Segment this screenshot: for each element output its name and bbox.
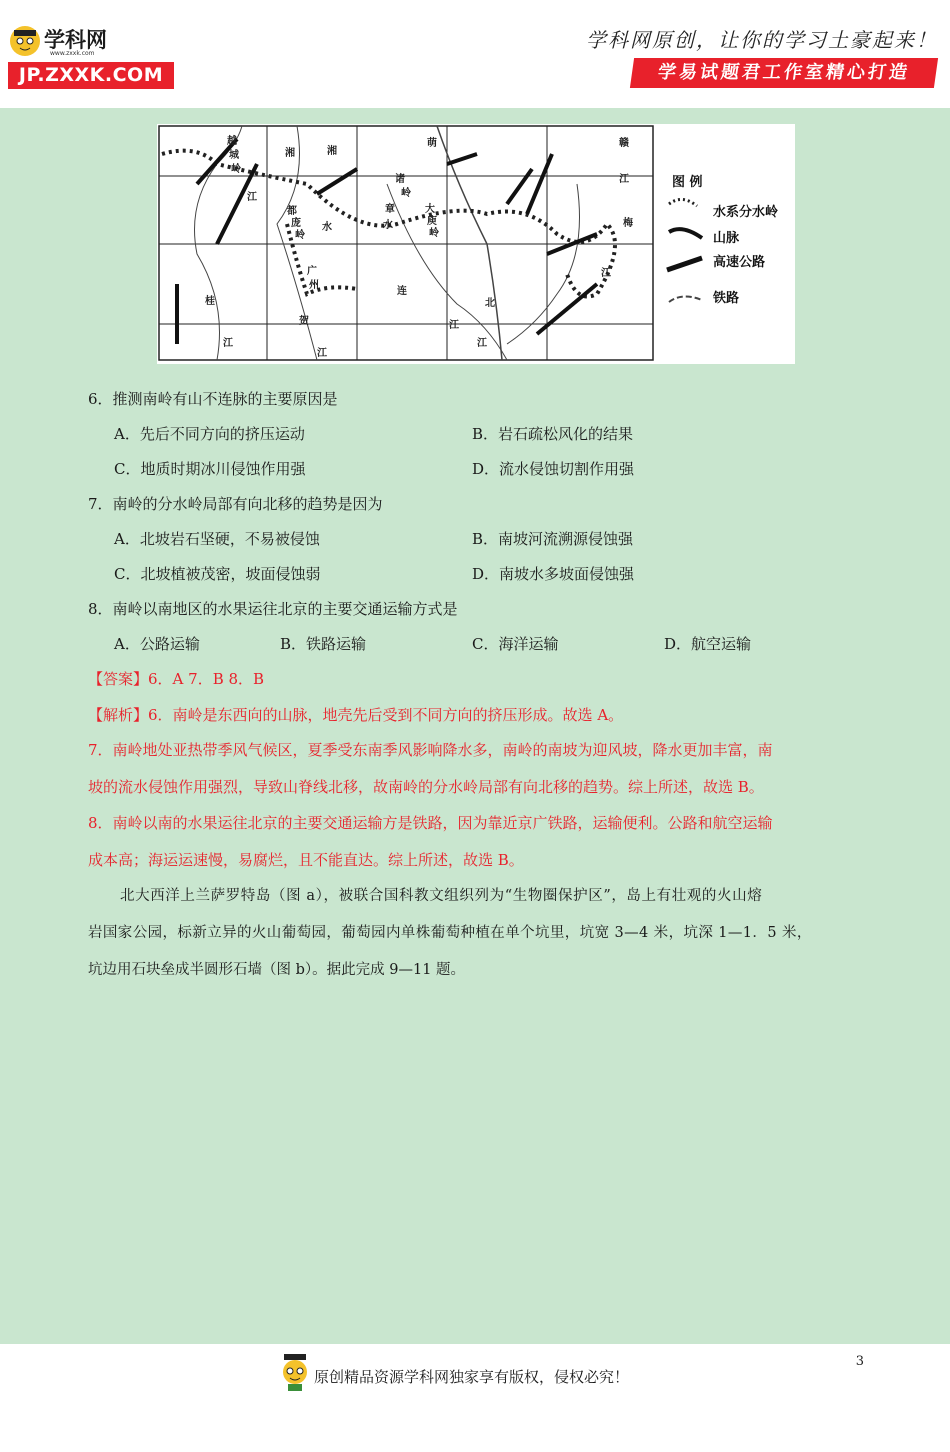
q6-option-c: C．地质时期冰川侵蚀作用强 — [114, 460, 306, 478]
header-slogan: 学科网原创，让你的学习土豪起来！ — [586, 28, 938, 52]
map-label: 江 — [619, 174, 629, 185]
q8-option-c: C．海洋运输 — [472, 635, 559, 653]
map-label: 北 — [485, 298, 495, 309]
map-label: 水 — [322, 222, 332, 233]
page-content — [0, 108, 950, 1386]
map-label: 庞 — [291, 218, 301, 229]
copyright-notice: 原创精品资源学科网独家享有版权，侵权必究！ — [314, 1368, 630, 1386]
map-label: 越 — [227, 136, 237, 147]
passage-line-2: 岩国家公园，标新立异的火山葡萄园，葡萄园内单株葡萄种植在单个坑里，坑宽 3—4 米，坑深 1—1．5 米， — [88, 925, 812, 941]
q6-option-d: D．流水侵蚀切割作用强 — [472, 460, 635, 478]
map-label: 岭 — [295, 230, 305, 241]
q7-option-d: D．南坡水多坡面侵蚀强 — [472, 565, 635, 583]
legend-mountain: 山脉 — [713, 231, 740, 246]
map-label: 岭 — [429, 228, 439, 239]
map-label: 江 — [223, 338, 233, 349]
legend-railway: 铁路 — [713, 291, 740, 306]
q6-stem: 6．推测南岭有山不连脉的主要原因是 — [88, 390, 338, 408]
logo-domain: JP.ZXXK.COM — [8, 62, 174, 89]
nanling-map — [157, 124, 795, 364]
q8-option-a: A．公路运输 — [114, 635, 200, 653]
zxxk-logo[interactable] — [8, 22, 178, 92]
map-label: 连 — [397, 286, 407, 297]
map-label: 梅 — [623, 218, 633, 229]
passage-line-3: 坑边用石块垒成半圆形石墙（图 b）。据此完成 9—11 题。 — [88, 962, 466, 978]
map-label: 萌 — [427, 138, 437, 149]
map-label: 诸 — [395, 174, 405, 185]
q8-option-b: B．铁路运输 — [280, 635, 367, 653]
answer-label: 【答案】 — [88, 670, 149, 688]
legend-highway: 高速公路 — [713, 255, 766, 270]
map-label: 州 — [309, 280, 319, 291]
q6-option-a: A．先后不同方向的挤压运动 — [114, 425, 305, 443]
map-label: 城 — [229, 150, 239, 161]
map-label: 湘 — [285, 148, 295, 159]
map-drawing — [157, 124, 795, 364]
map-label: 江 — [477, 338, 487, 349]
analysis-line-1 — [88, 704, 623, 725]
map-label: 湘 — [327, 146, 337, 157]
analysis-line-5: 成本高；海运运速慢，易腐烂，且不能直达。综上所述，故选 B。 — [88, 851, 524, 869]
legend-watershed: 水系分水岭 — [713, 205, 779, 220]
q6-option-b: B．岩石疏松风化的结果 — [472, 425, 634, 443]
q7-option-c: C．北坡植被茂密，坡面侵蚀弱 — [114, 565, 321, 583]
q7-stem: 7．南岭的分水岭局部有向北移的趋势是因为 — [88, 495, 383, 513]
map-label: 江 — [601, 268, 611, 279]
map-label: 大 — [425, 204, 435, 215]
analysis-line-4: 8．南岭以南的水果运往北京的主要交通运输方是铁路，因为靠近京广铁路，运输便利。公路和航空运输 — [88, 814, 773, 832]
analysis-text-1: 6．南岭是东西向的山脉，地壳先后受到不同方向的挤压形成。故选 A。 — [148, 706, 624, 724]
mascot-icon — [10, 26, 40, 56]
map-label: 江 — [247, 192, 257, 203]
studio-banner: 学易试题君工作室精心打造 — [630, 58, 938, 88]
map-label: 水 — [383, 220, 393, 231]
answer-line — [88, 668, 264, 689]
map-label: 都 — [287, 206, 297, 217]
analysis-label: 【解析】 — [88, 706, 149, 724]
map-label: 江 — [317, 348, 327, 359]
page-number: 3 — [855, 1354, 864, 1369]
map-label: 贺 — [299, 316, 309, 327]
map-label: 章 — [385, 204, 395, 215]
map-label: 赣 — [619, 138, 629, 149]
map-label: 江 — [449, 320, 459, 331]
analysis-line-3: 坡的流水侵蚀作用强烈，导致山脊线北移，故南岭的分水岭局部有向北移的趋势。综上所述，故选 B。 — [88, 778, 764, 796]
q8-stem: 8．南岭以南地区的水果运往北京的主要交通运输方式是 — [88, 600, 458, 618]
passage-line-1: 北大西洋上兰萨罗特岛（图 a），被联合国科教文组织列为“生物圈保护区”，岛上有壮观的火山熔 — [120, 888, 763, 904]
logo-url: www.zxxk.com — [50, 50, 95, 57]
map-label: 岭 — [231, 164, 241, 175]
map-label: 岭 — [401, 188, 411, 199]
page-footer — [0, 1346, 950, 1452]
analysis-line-2: 7．南岭地处亚热带季风气候区，夏季受东南季风影响降水多，南岭的南坡为迎风坡，降水更加丰富，南 — [88, 741, 773, 759]
logo-name: 学科网 — [44, 28, 107, 52]
q7-option-b: B．南坡河流溯源侵蚀强 — [472, 530, 634, 548]
q8-option-d: D．航空运输 — [664, 635, 752, 653]
map-label: 庾 — [427, 216, 437, 227]
map-label: 广 — [307, 266, 317, 277]
footer-mascot-icon — [278, 1352, 312, 1392]
map-label: 桂 — [205, 296, 215, 307]
answer-text: 6．A 7．B 8．B — [148, 670, 265, 688]
page-header — [0, 0, 950, 108]
map-legend-title: 图 例 — [672, 175, 703, 190]
q7-option-a: A．北坡岩石坚硬，不易被侵蚀 — [114, 530, 320, 548]
